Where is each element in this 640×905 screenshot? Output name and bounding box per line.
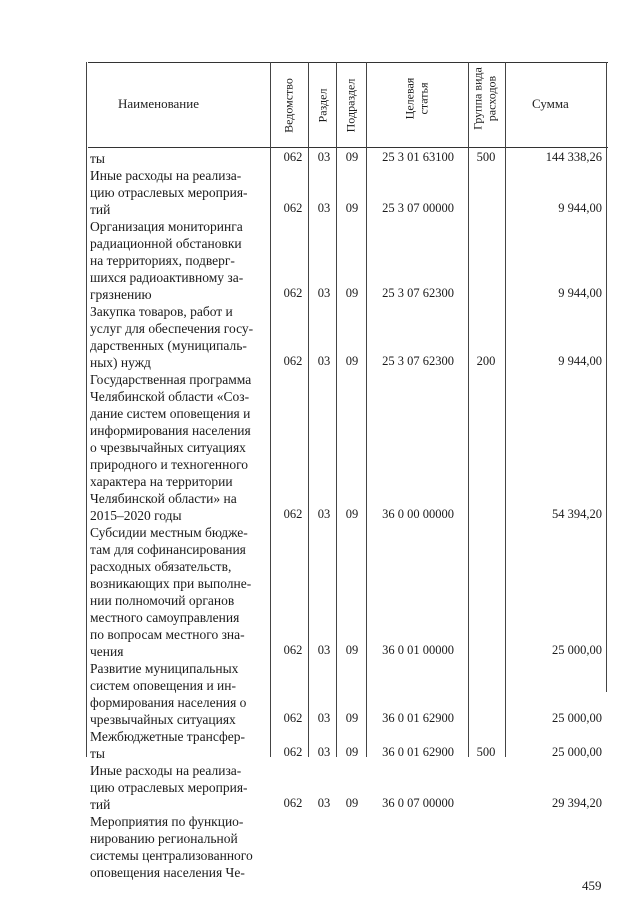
header-celevaya-1: Целевая (402, 77, 417, 120)
cell-podrazdel: 09 (345, 150, 359, 164)
name-line: на территориях, подверг- (90, 253, 235, 268)
cell-vedomstvo: 062 (283, 711, 303, 725)
cell-razdel: 03 (317, 354, 331, 368)
cell-summa: 25 000,00 (552, 711, 602, 725)
name-line: грязнению (90, 287, 152, 302)
name-line: цию отраслевых мероприя- (90, 780, 248, 795)
cell-celevaya: 36 0 07 00000 (382, 796, 454, 810)
cell-celevaya: 25 3 07 62300 (382, 286, 454, 300)
cell-razdel: 03 (317, 286, 331, 300)
cell-podrazdel: 09 (345, 354, 359, 368)
name-line: систем оповещения и ин- (90, 678, 236, 693)
cell-celevaya: 36 0 00 00000 (382, 507, 454, 521)
cell-gruppa: 500 (476, 745, 496, 759)
page-number: 459 (582, 878, 602, 893)
name-line: шихся радиоактивному за- (90, 270, 244, 285)
name-line: местного самоуправления (90, 610, 240, 625)
cell-gruppa: 200 (476, 354, 496, 368)
name-line: Государственная программа (90, 372, 252, 387)
cell-podrazdel: 09 (345, 507, 359, 521)
cell-podrazdel: 09 (345, 711, 359, 725)
cell-celevaya: 25 3 07 62300 (382, 354, 454, 368)
header-podrazdel: Подраздел (343, 78, 358, 133)
cell-gruppa: 500 (476, 150, 496, 164)
name-line: тий (90, 202, 111, 217)
header-razdel: Раздел (315, 88, 330, 123)
name-line: о чрезвычайных ситуациях (90, 440, 246, 455)
cell-vedomstvo: 062 (283, 796, 303, 810)
cell-celevaya: 36 0 01 62900 (382, 745, 454, 759)
cell-summa: 29 394,20 (552, 796, 602, 810)
cell-summa: 25 000,00 (552, 643, 602, 657)
name-line: Закупка товаров, работ и (90, 304, 233, 319)
name-line: чрезвычайных ситуациях (90, 712, 236, 727)
cell-vedomstvo: 062 (283, 354, 303, 368)
name-line: 2015–2020 годы (90, 508, 182, 523)
name-line: Организация мониторинга (90, 219, 243, 234)
cell-razdel: 03 (317, 796, 331, 810)
cell-vedomstvo: 062 (283, 150, 303, 164)
name-line: дание систем оповещения и (90, 406, 251, 421)
cell-vedomstvo: 062 (283, 745, 303, 759)
cell-razdel: 03 (317, 745, 331, 759)
cell-razdel: 03 (317, 201, 331, 215)
col-divider-pod (366, 62, 367, 757)
name-line: цию отраслевых мероприя- (90, 185, 248, 200)
cell-vedomstvo: 062 (283, 643, 303, 657)
name-line: системы централизованного (90, 848, 253, 863)
name-line: по вопросам местного зна- (90, 627, 245, 642)
name-line: тий (90, 797, 111, 812)
name-line: Субсидии местным бюдже- (90, 525, 248, 540)
cell-vedomstvo: 062 (283, 201, 303, 215)
name-line: услуг для обеспечения госу- (90, 321, 254, 336)
name-line: нированию региональной (90, 831, 238, 846)
name-line: расходных обязательств, (90, 559, 232, 574)
name-line: радиационной обстановки (90, 236, 242, 251)
name-line: Иные расходы на реализа- (90, 763, 242, 778)
table-right-border (606, 62, 607, 692)
name-line: информирования населения (90, 423, 251, 438)
name-line: чения (90, 644, 124, 659)
name-line: Развитие муниципальных (90, 661, 239, 676)
cell-podrazdel: 09 (345, 201, 359, 215)
col-divider-ved (308, 62, 309, 757)
name-line: ты (90, 151, 105, 166)
table-left-border (86, 62, 87, 757)
name-line: формирования населения о (90, 695, 247, 710)
cell-celevaya: 36 0 01 62900 (382, 711, 454, 725)
name-line: Мероприятия по функцио- (90, 814, 244, 829)
col-divider-name (270, 62, 271, 757)
header-summa: Сумма (532, 96, 569, 111)
cell-summa: 9 944,00 (558, 354, 602, 368)
header-gruppa-2: расходов (484, 75, 499, 122)
name-line: ты (90, 746, 105, 761)
name-line: природного и техногенного (90, 457, 249, 472)
cell-podrazdel: 09 (345, 286, 359, 300)
cell-razdel: 03 (317, 643, 331, 657)
cell-podrazdel: 09 (345, 745, 359, 759)
header-celevaya-2: статья (416, 82, 431, 115)
cell-celevaya: 25 3 01 63100 (382, 150, 454, 164)
cell-summa: 54 394,20 (552, 507, 602, 521)
name-line: оповещения населения Че- (90, 865, 245, 880)
cell-summa: 9 944,00 (558, 201, 602, 215)
name-line: возникающих при выполне- (90, 576, 252, 591)
cell-celevaya: 36 0 01 00000 (382, 643, 454, 657)
name-line: Межбюджетные трансфер- (90, 729, 245, 744)
cell-razdel: 03 (317, 150, 331, 164)
cell-vedomstvo: 062 (283, 507, 303, 521)
cell-summa: 9 944,00 (558, 286, 602, 300)
name-line: дарственных (муниципаль- (90, 338, 247, 353)
header-top-border (88, 62, 608, 63)
cell-celevaya: 25 3 07 00000 (382, 201, 454, 215)
cell-podrazdel: 09 (345, 643, 359, 657)
col-divider-cel (468, 62, 469, 757)
cell-summa: 25 000,00 (552, 745, 602, 759)
header-bottom-border (88, 147, 608, 148)
name-line: Челябинской области «Соз- (90, 389, 250, 404)
name-line: характера на территории (90, 474, 233, 489)
name-line: там для софинансирования (90, 542, 246, 557)
name-line: Челябинской области» на (90, 491, 237, 506)
name-line: ных) нужд (90, 355, 151, 370)
col-divider-razd (336, 62, 337, 757)
header-gruppa-1: Группа вида (470, 67, 485, 130)
cell-vedomstvo: 062 (283, 286, 303, 300)
cell-podrazdel: 09 (345, 796, 359, 810)
cell-razdel: 03 (317, 711, 331, 725)
cell-razdel: 03 (317, 507, 331, 521)
cell-summa: 144 338,26 (545, 150, 602, 164)
name-line: нии полномочий органов (90, 593, 235, 608)
header-name: Наименование (118, 96, 199, 111)
header-vedomstvo: Ведомство (281, 78, 296, 133)
name-line: Иные расходы на реализа- (90, 168, 242, 183)
